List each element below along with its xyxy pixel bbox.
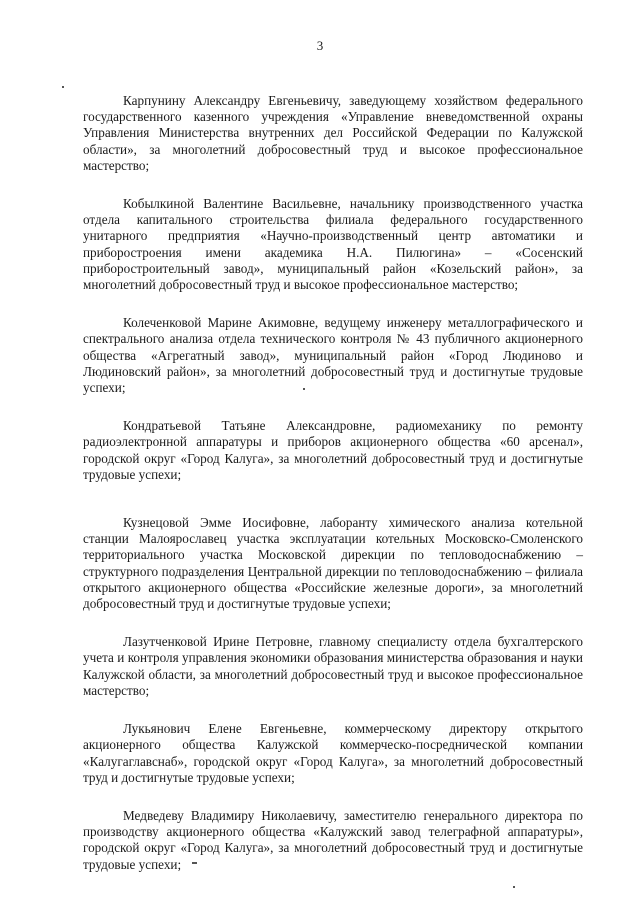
award-paragraph-kolechenkova: Колеченковой Марине Акимовне, ведущему инженеру металлографического и спектрального анализа отдела технического контроля № 43 публичного акционерного общества «Агрегатный завод», муниципальный район «Город Людиново и Людиновский район», за многолетний добросовестный труд и достигнутые трудовые успехи;	[83, 315, 583, 396]
award-paragraph-kondratyeva: Кондратьевой Татьяне Александровне, радиомеханику по ремонту радиоэлектронной аппаратуры и приборов акционерного общества «60 арсенал», городской округ «Город Калуга», за многолетний добросовестный труд и достигнутые трудовые успехи;	[83, 418, 583, 482]
scan-speck	[513, 886, 515, 888]
award-paragraph-karpunin: Карпунину Александру Евгеньевичу, заведующему хозяйством федерального государственного казенного учреждения «Управление вневедомственной охраны Управления Министерства внутренних дел Российской Федерации по Калужской области», за многолетний добросовестный труд и высокое профессиональное мастерство;	[83, 93, 583, 173]
scan-speck	[192, 862, 197, 864]
award-paragraph-lukyanovich: Лукьянович Елене Евгеньевне, коммерческому директору открытого акционерного общества Калужской коммерческо-посреднической компании «Калугаглавснаб», городской округ «Город Калуга», за многолетний добросовестный труд и достигнутые трудовые успехи;	[83, 721, 583, 785]
award-paragraph-medvedev: Медведеву Владимиру Николаевичу, заместителю генерального директора по производству акционерного общества «Калужский завод телеграфной аппаратуры», городской округ «Город Калуга», за многолетний добросовестный труд и достигнутые трудовые успехи;	[83, 807, 583, 872]
scan-speck	[303, 388, 305, 390]
document-body	[83, 93, 583, 895]
award-paragraph-lazutchenkova: Лазутченковой Ирине Петровне, главному специалисту отдела бухгалтерского учета и контроля управления экономики образования министерства образования и науки Калужской области, за многолетний добросовестный труд и высокое профессиональное мастерство;	[83, 634, 583, 698]
award-paragraph-kobylkina: Кобылкиной Валентине Васильевне, начальнику производственного участка отдела капитального строительства филиала федерального государственного унитарного предприятия «Научно-производственный центр автоматики и приборостроения имени академика Н.А. Пилюгина» – «Сосенский приборостроительный завод», муниципальный район «Козельский район», за многолетний добросовестный труд и высокое профессиональное мастерство;	[83, 196, 583, 293]
scan-speck	[62, 86, 64, 88]
award-paragraph-kuznetsova: Кузнецовой Эмме Иосифовне, лаборанту химического анализа котельной станции Малоярославец участка эксплуатации котельных Московско-Смоленского территориального участка Московской дирекции по тепловодоснабжению – структурного подразделения Центральной дирекции по тепловодоснабжению – филиала открытого акционерного общества «Российские железные дороги», за многолетний добросовестный труд и достигнутые трудовые успехи;	[83, 515, 583, 612]
page-number: 3	[316, 38, 324, 53]
